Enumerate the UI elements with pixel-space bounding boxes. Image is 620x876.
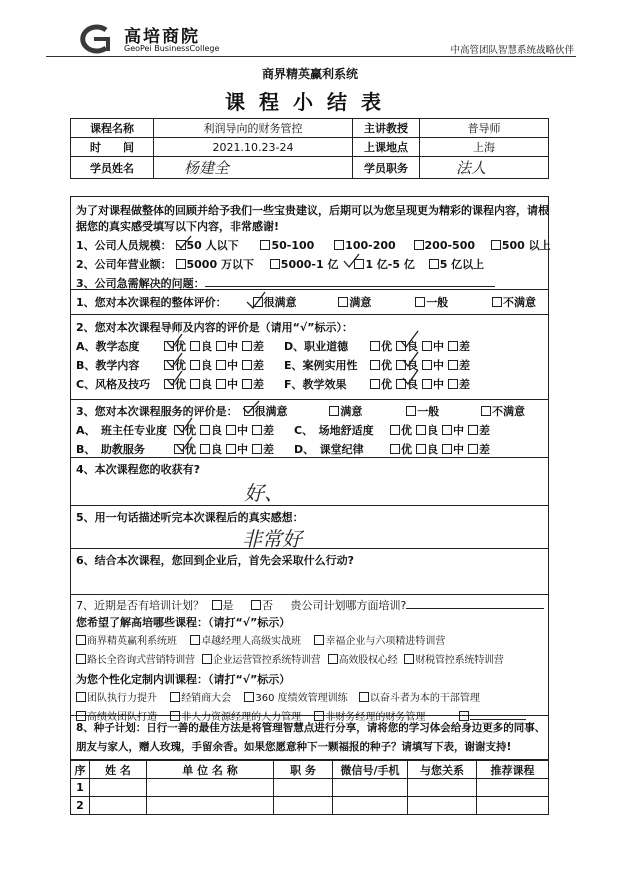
cell-input[interactable] xyxy=(408,779,477,797)
rating-item-label: F、教学效果 xyxy=(284,378,347,391)
revenue-option-4[interactable]: 5 亿以上 xyxy=(429,255,484,274)
seed-plan-line1: 8、种子计划：日行一善的最佳方法是将管理智慧点进行分享，请将您的学习体会给身边更多的同事、 xyxy=(76,722,546,734)
col-course: 推荐课程 xyxy=(477,761,549,779)
check-mark-icon xyxy=(167,353,182,367)
custom-option[interactable]: 经销商大会 xyxy=(170,689,231,708)
name-label: 学员姓名 xyxy=(71,157,154,179)
brand-english: GeoPei BusinessCollege xyxy=(124,44,220,53)
cell-input[interactable] xyxy=(333,779,408,797)
check-mark-icon xyxy=(177,437,192,451)
check-marks-intro xyxy=(71,197,549,291)
grade-option[interactable]: 差 xyxy=(468,421,494,440)
course-option[interactable]: 高效股权心经 xyxy=(328,651,398,670)
grade-option[interactable]: 中 xyxy=(216,337,242,356)
check-marks-s2 xyxy=(71,315,541,400)
grade-option[interactable]: 中 xyxy=(226,440,252,459)
col-position: 职 务 xyxy=(274,761,333,779)
grade-option[interactable]: 优 xyxy=(390,421,416,440)
grade-option[interactable]: 优 xyxy=(370,337,396,356)
check-mark-icon xyxy=(344,254,359,267)
time-label: 时 间 xyxy=(71,138,154,157)
grade-option[interactable]: 优 xyxy=(174,440,200,459)
grade-option[interactable]: 差 xyxy=(242,356,268,375)
custom-option[interactable]: 非财务经理的财务管理 xyxy=(314,708,425,727)
seed-plan-section xyxy=(70,716,549,760)
grade-option[interactable]: 差 xyxy=(448,337,474,356)
grade-option[interactable]: 中 xyxy=(442,421,468,440)
size-option-2[interactable]: 50-100 xyxy=(260,236,314,255)
rating-item-label: D、 课堂纪律 xyxy=(294,443,364,456)
custom-option[interactable]: 以奋斗者为本的干部管理 xyxy=(359,689,480,708)
service-evaluation-label: 3、您对本次课程服务的评价是： xyxy=(76,405,238,418)
plan-no[interactable]: 否 xyxy=(251,596,273,615)
size-option-1[interactable]: 50 人以下 xyxy=(176,236,239,255)
grade-option[interactable]: 差 xyxy=(448,375,474,394)
teacher-value: 普导师 xyxy=(420,119,549,138)
rating-item-label: C、风格及技巧 xyxy=(76,378,151,391)
service-option-1[interactable]: 很满意 xyxy=(244,402,288,421)
checkbox-icon[interactable] xyxy=(328,654,338,664)
table-row xyxy=(71,797,549,815)
cell-input[interactable] xyxy=(90,797,147,815)
grade-option[interactable]: 良 xyxy=(416,421,442,440)
intro-section xyxy=(70,196,549,290)
plan-yes[interactable]: 是 xyxy=(212,596,234,615)
custom-option[interactable]: 团队执行力提升 xyxy=(76,689,157,708)
plan-question: 贵公司计划哪方面培训? xyxy=(290,599,407,612)
col-name: 姓 名 xyxy=(90,761,147,779)
student-role-handwriting: 法人 xyxy=(456,159,487,177)
teacher-label: 主讲教授 xyxy=(353,119,420,138)
custom-option[interactable]: 360 度绩效管理训练 xyxy=(244,689,347,708)
grade-option[interactable]: 差 xyxy=(242,337,268,356)
course-option[interactable]: 商界精英赢利系统班 xyxy=(76,632,177,651)
col-company: 单 位 名 称 xyxy=(147,761,274,779)
grade-option[interactable]: 中 xyxy=(226,421,252,440)
grade-option[interactable]: 优 xyxy=(390,440,416,459)
grade-option[interactable]: 良 xyxy=(190,356,216,375)
grade-option[interactable]: 优 xyxy=(164,337,190,356)
custom-option[interactable]: 非人力资源经理的人力管理 xyxy=(170,708,301,727)
harvest-section xyxy=(70,458,549,506)
course-info-table xyxy=(70,118,549,179)
cell-input[interactable] xyxy=(477,779,549,797)
feeling-answer: 非常好 xyxy=(242,527,302,551)
feeling-label: 5、用一句话描述听完本次课程后的真实感想： xyxy=(76,511,304,524)
grade-option[interactable]: 优 xyxy=(370,375,396,394)
action-section xyxy=(70,549,549,595)
time-value: 2021.10.23-24 xyxy=(154,138,353,157)
cell-input[interactable] xyxy=(274,779,333,797)
check-marks-s3 xyxy=(71,400,541,458)
grade-option[interactable]: 优 xyxy=(370,356,396,375)
company-size-label: 1、公司人员规模： xyxy=(76,239,172,252)
action-label: 6、结合本次课程，您回到企业后，首先会采取什么行动? xyxy=(76,554,355,567)
checkbox-icon[interactable] xyxy=(404,654,414,664)
checkbox-icon[interactable] xyxy=(202,654,212,664)
teacher-evaluation-label: 2、您对本次课程导师及内容的评价是（请用“√”标示）： xyxy=(76,321,353,334)
checkbox-icon[interactable] xyxy=(76,692,86,702)
size-option-4[interactable]: 200-500 xyxy=(414,236,476,255)
cell-input[interactable] xyxy=(147,779,274,797)
check-mark-icon xyxy=(247,292,265,308)
grade-option[interactable]: 良 xyxy=(396,356,422,375)
intro-line2: 据您的真实感受填写以下内容，非常感谢! xyxy=(76,220,280,233)
rating-item-label: A、教学态度 xyxy=(76,340,140,353)
training-plan-label: 7、近期是否有培训计划？ xyxy=(76,599,204,612)
intro-line1: 为了对课程做整体的回顾并给予我们一些宝贵建议，后期可以为您呈现更为精彩的课程内容，请根 xyxy=(76,204,549,217)
overall-option-1[interactable]: 很满意 xyxy=(253,293,297,312)
place-value: 上海 xyxy=(420,138,549,157)
checkbox-icon[interactable] xyxy=(212,600,222,610)
course-option[interactable]: 卓越经理人高级实战班 xyxy=(190,632,301,651)
harvest-label: 4、本次课程您的收获有? xyxy=(76,463,201,476)
brand-name: 高培商院 xyxy=(124,27,200,47)
table-row xyxy=(71,779,549,797)
course-option[interactable]: 幸福企业与六项精进特训营 xyxy=(314,632,445,651)
service-option-4[interactable]: 不满意 xyxy=(481,402,525,421)
role-value xyxy=(420,157,549,179)
check-marks-s1 xyxy=(71,290,541,315)
custom-label: 为您个性化定制内训课程：（请打“√”标示） xyxy=(76,673,291,686)
grade-option[interactable]: 良 xyxy=(200,440,226,459)
name-value xyxy=(154,157,353,179)
rating-item-label: E、案例实用性 xyxy=(284,359,358,372)
rating-item-label: B、 助教服务 xyxy=(76,443,145,456)
feeling-section xyxy=(70,506,549,549)
harvest-answer: 好、 xyxy=(244,481,284,505)
check-mark-icon xyxy=(167,371,182,385)
course-option[interactable]: 路长全咨询式营销特训营 xyxy=(76,651,195,670)
check-mark-icon xyxy=(403,352,418,366)
teacher-evaluation-section xyxy=(70,315,549,400)
size-option-5[interactable]: 500 以上 xyxy=(491,236,551,255)
overall-option-2[interactable]: 满意 xyxy=(338,293,371,312)
grade-option[interactable]: 中 xyxy=(422,375,448,394)
checkbox-icon[interactable] xyxy=(76,654,86,664)
grade-option[interactable]: 优 xyxy=(164,356,190,375)
system-name: 商界精英赢利系统 xyxy=(261,67,358,81)
training-plan-section xyxy=(70,595,549,723)
check-mark-icon xyxy=(177,418,192,432)
grade-option[interactable]: 优 xyxy=(174,421,200,440)
course-label: 课程名称 xyxy=(71,119,154,138)
grade-option[interactable]: 中 xyxy=(422,337,448,356)
header-divider xyxy=(46,56,576,57)
rating-item-label: A、 班主任专业度 xyxy=(76,424,168,437)
course-option[interactable]: 企业运营管控系统特训营 xyxy=(202,651,321,670)
page-header xyxy=(0,0,620,60)
overall-option-4[interactable]: 不满意 xyxy=(492,293,536,312)
revenue-label: 2、公司年营业额： xyxy=(76,258,172,271)
cell-input[interactable] xyxy=(333,797,408,815)
grade-option[interactable]: 良 xyxy=(190,337,216,356)
cell-input[interactable] xyxy=(147,797,274,815)
check-mark-icon xyxy=(243,401,259,413)
service-evaluation-section xyxy=(70,400,549,458)
tagline: 中高管团队智慧系统战略伙伴 xyxy=(450,45,574,56)
grade-option[interactable]: 中 xyxy=(216,375,242,394)
check-mark-icon xyxy=(167,334,182,348)
grade-option[interactable]: 中 xyxy=(442,440,468,459)
rating-item-label: C、 场地舒适度 xyxy=(294,424,374,437)
check-mark-icon xyxy=(176,236,191,248)
size-option-3[interactable]: 100-200 xyxy=(334,236,396,255)
overall-evaluation-label: 1、您对本次课程的整体评价： xyxy=(76,296,227,309)
grade-option[interactable]: 差 xyxy=(468,440,494,459)
cell-input[interactable] xyxy=(408,797,477,815)
cell-input[interactable] xyxy=(477,797,549,815)
col-index: 序 xyxy=(71,761,90,779)
cell-input[interactable] xyxy=(90,779,147,797)
grade-option[interactable]: 中 xyxy=(216,356,242,375)
referral-header-row xyxy=(71,761,549,779)
service-option-2[interactable]: 满意 xyxy=(329,402,362,421)
place-label: 上课地点 xyxy=(353,138,420,157)
row-index: 1 xyxy=(71,779,90,797)
page-title: 课程小结表 xyxy=(225,90,395,114)
rating-item-label: B、教学内容 xyxy=(76,359,140,372)
checkbox-icon[interactable] xyxy=(190,635,200,645)
rating-item-label: D、职业道德 xyxy=(284,340,349,353)
overall-option-3[interactable]: 一般 xyxy=(415,293,448,312)
checkbox-icon[interactable] xyxy=(359,692,369,702)
seed-plan-line2: 朋友与家人，赠人玫瑰，手留余香。如果您愿意种下一颗福报的种子？请填写下表，谢谢支持! xyxy=(76,741,512,753)
grade-option[interactable]: 良 xyxy=(200,421,226,440)
plan-input[interactable] xyxy=(406,598,544,609)
checkbox-icon[interactable] xyxy=(244,692,254,702)
student-name-handwriting: 杨建全 xyxy=(184,159,230,177)
cell-input[interactable] xyxy=(274,797,333,815)
learn-row-2 xyxy=(76,651,543,670)
grade-option[interactable]: 差 xyxy=(252,440,278,459)
logo-icon xyxy=(76,24,116,54)
course-option[interactable]: 财税管控系统特训营 xyxy=(404,651,503,670)
grade-option[interactable]: 优 xyxy=(164,375,190,394)
grade-option[interactable]: 良 xyxy=(416,440,442,459)
col-wechat: 微信号/手机 xyxy=(333,761,408,779)
referral-table xyxy=(70,760,549,815)
checkbox-icon[interactable] xyxy=(314,635,324,645)
problem-label: 3、公司急需解决的问题： xyxy=(76,277,205,290)
overall-evaluation-section xyxy=(70,290,549,315)
grade-option[interactable]: 差 xyxy=(242,375,268,394)
grade-option[interactable]: 良 xyxy=(396,375,422,394)
row-index: 2 xyxy=(71,797,90,815)
service-option-3[interactable]: 一般 xyxy=(406,402,439,421)
col-relation: 与您关系 xyxy=(408,761,477,779)
check-mark-icon xyxy=(401,331,418,347)
revenue-option-2[interactable]: 5000-1 亿 xyxy=(270,255,339,274)
grade-option[interactable]: 良 xyxy=(396,337,422,356)
grade-option[interactable]: 中 xyxy=(422,356,448,375)
grade-option[interactable]: 差 xyxy=(448,356,474,375)
checkbox-icon[interactable] xyxy=(76,635,86,645)
checkbox-icon[interactable] xyxy=(170,692,180,702)
revenue-option-3[interactable]: 1 亿-5 亿 xyxy=(354,255,415,274)
course-value: 利润导向的财务管控 xyxy=(154,119,353,138)
checkbox-icon[interactable] xyxy=(251,600,261,610)
learn-row-1 xyxy=(76,632,543,651)
grade-option[interactable]: 差 xyxy=(252,421,278,440)
role-label: 学员职务 xyxy=(353,157,420,179)
check-mark-icon xyxy=(403,370,418,384)
grade-option[interactable]: 良 xyxy=(190,375,216,394)
custom-option[interactable]: 高绩效团队打造 xyxy=(76,708,157,727)
learn-label: 您希望了解高培哪些课程：（请打“√”标示） xyxy=(76,616,291,629)
revenue-option-1[interactable]: 5000 万以下 xyxy=(176,255,254,274)
custom-row-1 xyxy=(76,689,543,708)
